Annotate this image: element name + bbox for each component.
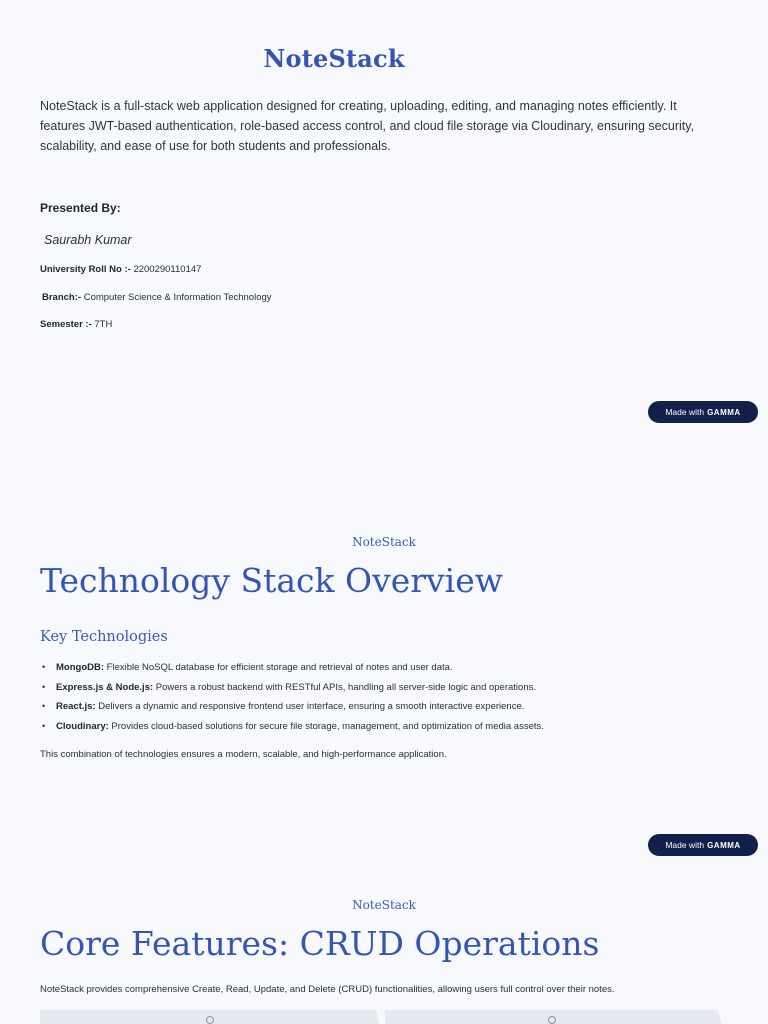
tech-description: Delivers a dynamic and responsive frontend user interface, ensuring a smooth interactive experience. [98, 701, 525, 712]
badge-prefix: Made with [665, 407, 705, 417]
gamma-logo: GAMMA [707, 840, 741, 850]
branch-line [42, 292, 272, 303]
bullet-icon: • [42, 681, 46, 692]
bullet-icon: • [42, 701, 46, 711]
slide-technology-stack [0, 433, 768, 866]
feature-card [40, 1010, 383, 1024]
project-description: NoteStack is a full-stack web application designed for creating, uploading, editing, and managing notes efficiently. It features JWT-based authentication, role-based access control, and cloud file storage via Cloudinary, ensuring security, scalability, and ease of use for both students and professionals. [40, 99, 695, 153]
page-title: NoteStack [263, 44, 405, 73]
feature-icon [206, 1016, 214, 1024]
roll-number-line [40, 264, 201, 275]
tech-name: Express.js & Node.js: [56, 681, 154, 693]
slide-eyebrow: NoteStack [352, 898, 416, 912]
closing-statement: This combination of technologies ensures a modern, scalable, and high-performance application. [40, 749, 447, 760]
feature-card [385, 1010, 725, 1024]
section-subheading: Key Technologies [40, 629, 168, 645]
slide-title [0, 0, 768, 433]
tech-name: MongoDB: [56, 662, 105, 673]
roll-number-value: 2200290110147 [133, 264, 202, 275]
list-item [40, 717, 740, 737]
made-with-gamma-badge[interactable] [648, 834, 758, 856]
slide-core-features [0, 866, 768, 1024]
presented-by-label: Presented By: [40, 201, 121, 215]
bullet-icon: • [42, 720, 46, 731]
feature-icon [548, 1016, 556, 1024]
tech-description: Powers a robust backend with RESTful APIs, handling all server-side logic and operations. [155, 681, 536, 693]
gamma-logo: GAMMA [707, 407, 741, 417]
list-item [40, 697, 740, 717]
crud-description: NoteStack provides comprehensive Create, Read, Update, and Delete (CRUD) functionalities, allowing users full control over their notes. [40, 984, 615, 995]
branch-label: Branch:- [42, 292, 82, 303]
slide-eyebrow: NoteStack [352, 535, 416, 549]
tech-description: Flexible NoSQL database for efficient storage and retrieval of notes and user data. [106, 662, 453, 673]
slide-heading: Technology Stack Overview [40, 561, 503, 600]
author-name: Saurabh Kumar [44, 233, 132, 247]
list-item [40, 678, 740, 698]
bullet-icon: • [42, 662, 46, 672]
branch-value: Computer Science & Information Technology [83, 292, 272, 303]
slide-heading: Core Features: CRUD Operations [40, 924, 600, 963]
semester-line [40, 319, 112, 330]
roll-number-label: University Roll No :- [40, 264, 131, 275]
semester-label: Semester :- [40, 319, 92, 330]
tech-name: React.js: [56, 701, 96, 712]
tech-name: Cloudinary: [56, 720, 109, 732]
badge-prefix: Made with [665, 840, 705, 850]
technology-list [40, 658, 740, 736]
list-item [40, 658, 740, 678]
made-with-gamma-badge[interactable] [648, 401, 758, 423]
semester-value: 7TH [94, 319, 113, 330]
tech-description: Provides cloud-based solutions for secure file storage, management, and optimization of media assets. [111, 720, 544, 732]
